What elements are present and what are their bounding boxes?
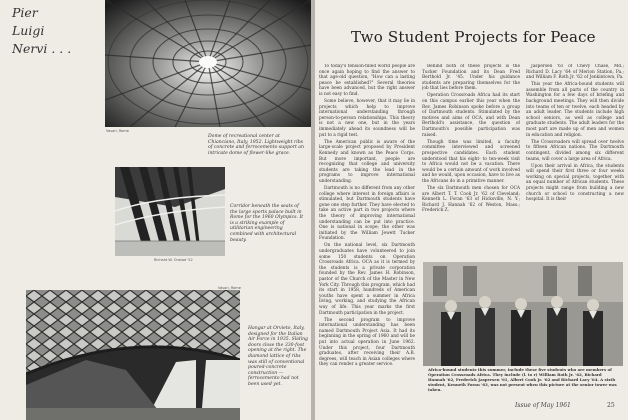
- paragraph: The second program to improve international understanding has been named Dartmouth Project Asia. It had its beginning in the spring of 1960 and will be put into actual operation in June 1962. Under this project, four Dartmouth graduates, after receiving their A.B. degrees, will teach in Asian colleges where they can render a greater service.: [319, 317, 415, 368]
- text-column-2: [422, 64, 520, 260]
- paragraph: The six Dartmouth men chosen for OCA are Albert T. T. Cook Jr. '62 of Cleveland; Kenneth L. Foran '63 of Hicksville, N. Y.; Richard J. Hannah '62 of Weston, Mass.; Frederick Z.: [422, 185, 520, 214]
- article-title: Two Student Projects for Peace: [351, 28, 596, 46]
- text-column-3: [526, 64, 624, 260]
- students-photo-caption: Africa-bound students this summer, include these five students who are members of Operation Crossroads Africa. They include (l. to r) William Roth Jr. '62, Richard Hannah '62, Frederick Jaspersen '61, Albert Cook Jr. '62 and Richard Lacy '64. A sixth student, Kenneth Foran '63, was not present when this picture at the senior tower was taken.: [428, 367, 617, 392]
- series-title-line: Nervi . . .: [12, 41, 72, 56]
- photo-credit: Vasari, Rome: [106, 129, 129, 133]
- hangar-caption: Hangar at Orvieto, Italy, designed for the Italian Air Force in 1935. Sliding doors close the 330-foot opening at the right. The diamond lattice of ribs was still of conventional poured-concrete construction — ferrocemento had not been used yet.: [248, 326, 308, 387]
- paragraph: On the national level, six Dartmouth undergraduates have volunteered to join some 150 students on Operation Crossroads Africa. OCA as it is termed by the students is a private corporation founded by the Rev. James H. Robinson, pastor of the Church of the Master in New York City. Through this program, which had its start in 1958, hundreds of American youths have spent a summer in Africa living, working, and studying the African way of life. This year marks the first Dartmouth participation in the project.: [319, 243, 415, 316]
- paragraph: The American public is aware of the large-scale project proposed by President Kennedy and known as the Peace Corps. But more important, people are recognizing that college and university students are taking the lead in the programs to improve international understanding.: [319, 139, 415, 184]
- dome-photo: [105, 0, 311, 127]
- photo-credit: Richard W. Onstad '52: [154, 258, 193, 262]
- hangar-photo: [26, 290, 240, 420]
- series-title: [12, 4, 102, 58]
- series-title-line: Luigi: [12, 23, 45, 38]
- dome-caption: Dome of recreational center at Chianciano, Italy, 1952. Lightweight ribs of concrete and ferrocemento support an intricate dome of flower-like grace.: [208, 134, 304, 156]
- left-page: [0, 0, 311, 420]
- folio-issue: Issue of May 1961: [515, 402, 571, 409]
- paragraph: Jaspersen '61 of Chevy Chase, Md.; Richard D. Lacy '64 of Merion Station, Pa.; and William F. Roth Jr. '62 of Jenkintown, Pa.: [526, 64, 624, 81]
- series-title-line: Pier: [12, 5, 38, 20]
- paragraph: Operation Crossroads Africa had its start on this campus earlier this year when the Rev. James Robinson spoke before a group of Dartmouth students. Stimulated by the motives and aims of OCA, and with Dean Berthold's assistance, the question of Dartmouth's possible participation was raised.: [422, 93, 520, 138]
- paragraph: This year the Africa-bound students will assemble from all parts of the country in Washington for a few days of briefing and background meetings. They will then divide into teams of ten or twelve, each headed by an adult leader. The students include high school seniors, as well as college and graduate students. The adult leaders for the most part are made up of men and women in education and religion.: [526, 82, 624, 138]
- page-number: 25: [607, 402, 615, 409]
- paragraph: Behind both of these projects is the Tucker Foundation and its Dean Fred Berthold Jr. '45. Under his guidance students are preparing themselves for the job that lies before them.: [422, 64, 520, 92]
- corridor-photo: [115, 167, 225, 256]
- right-page: [315, 0, 628, 420]
- paragraph: Some believe, however, that it may lie in projects which help to improve international understanding through person-to-person relationships. This theory is not a new one, but in the years immediately ahead its soundness will be put to a rigid test.: [319, 99, 415, 138]
- paragraph: Though time was limited, a faculty committee interviewed and screened prospective candidates. Each student understood that his eight- to ten-week visit to Africa would not be a vacation. There would be a certain amount of work involved and he would, upon occasion, have to live as the Africans do in a primitive manner.: [422, 139, 520, 184]
- students-photo: [423, 262, 623, 366]
- corridor-caption: Corridor beneath the seats of the large sports palace built in Rome for the 1960 Olympics. It is a striking example of utilitarian engineering combined with architectural beauty.: [230, 204, 304, 243]
- paragraph: Upon their arrival in Africa, the students will spend their first three or four weeks working on special projects, together with an equal number of African students. These projects might range from building a new church or school to constructing a new hospital. It is their: [526, 163, 624, 203]
- paragraph: Dartmouth is no different from any other college where interest in foreign affairs is stimulated, but Dartmouth students have gone one step further. They have elected to take an active part in two projects where the theory of improving international understanding can be put into practice. One is national in scope; the other was initiated by the William Jewett Tucker Foundation.: [319, 185, 415, 242]
- paragraph: The Crossroaders will spread over twelve to fifteen African nations. The Dartmouth contingent, divided among six different teams, will cover a large area of Africa.: [526, 139, 624, 162]
- photo-credit: Vasari, Rome: [218, 286, 241, 290]
- paragraph: To today's tension-filled world people are once again hoping to find the answer to that age-old question, "How can a lasting peace be established?" Several theories have been advanced, but the right answer is not easy to find.: [319, 64, 415, 97]
- text-column-1: [319, 64, 415, 400]
